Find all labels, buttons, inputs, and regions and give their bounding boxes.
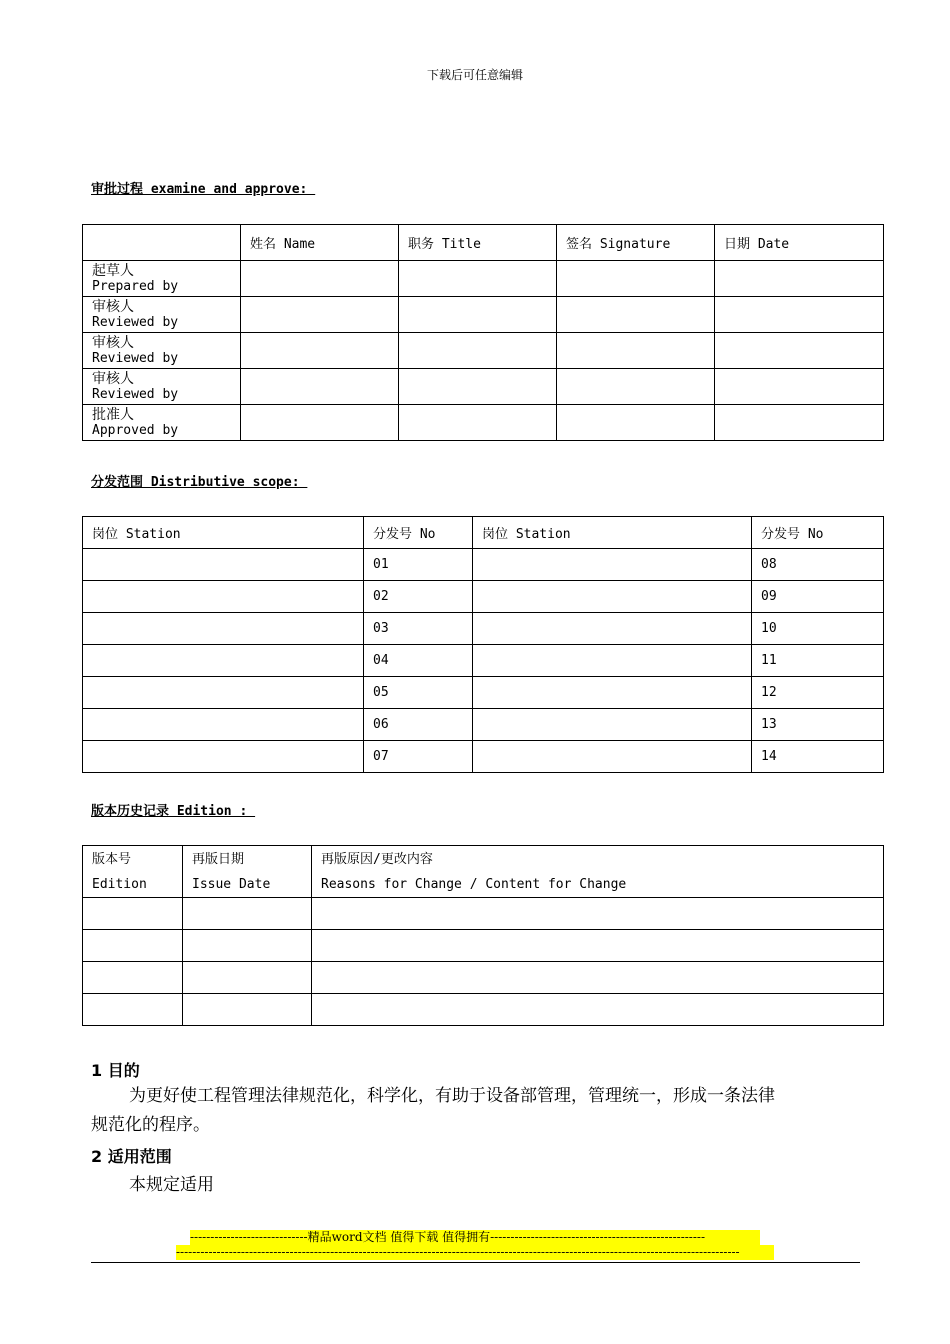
footer-banner-line1: -----------------------------精品word文档 值得下载 值得拥有----------------------------------------------------- (190, 1230, 760, 1245)
approval-row (83, 333, 884, 369)
footer-divider (91, 1262, 860, 1263)
date-cell (715, 261, 884, 297)
title-cell (399, 405, 557, 441)
station-cell (83, 741, 364, 773)
signature-cell (557, 297, 715, 333)
approval-role-cell (83, 333, 241, 369)
number-cell: 13 (752, 709, 884, 741)
station-cell (83, 709, 364, 741)
number-header: 分发号 No (752, 517, 884, 549)
edition-number-header (83, 846, 183, 898)
approval-header-title: 职务 Title (399, 225, 557, 261)
approval-header-date: 日期 Date (715, 225, 884, 261)
role-zh: 批准人 (92, 407, 134, 423)
distribution-row (83, 709, 884, 741)
header-zh: 再版原因/更改内容 (321, 851, 433, 867)
number-cell: 12 (752, 677, 884, 709)
approval-header-row (83, 225, 884, 261)
edition-row (83, 994, 884, 1026)
header-en: Reasons for Change / Content for Change (321, 876, 627, 892)
approval-row (83, 261, 884, 297)
station-cell (473, 741, 752, 773)
station-cell (473, 613, 752, 645)
number-header: 分发号 No (364, 517, 473, 549)
purpose-text-line2: 规范化的程序。 (91, 1115, 210, 1135)
edition-cell (83, 898, 183, 930)
header-zh: 版本号 (92, 851, 132, 867)
change-cell (312, 994, 884, 1026)
number-cell: 11 (752, 645, 884, 677)
approval-header-blank (83, 225, 241, 261)
approval-header-name: 姓名 Name (241, 225, 399, 261)
footer-banner-line2: ------------------------------------------------------------------------------------------------------------------------------------------- (176, 1245, 774, 1260)
role-zh: 审核人 (92, 299, 134, 315)
name-cell (241, 261, 399, 297)
approval-role-cell (83, 405, 241, 441)
signature-cell (557, 369, 715, 405)
title-cell (399, 369, 557, 405)
number-cell: 03 (364, 613, 473, 645)
header-note: 下载后可任意编辑 (426, 68, 523, 82)
approval-row (83, 369, 884, 405)
number-cell: 04 (364, 645, 473, 677)
number-cell: 10 (752, 613, 884, 645)
approval-role-cell (83, 369, 241, 405)
station-cell (83, 613, 364, 645)
distribution-row (83, 645, 884, 677)
number-cell: 07 (364, 741, 473, 773)
role-en: Approved by (92, 423, 179, 438)
name-cell (241, 405, 399, 441)
change-cell (312, 962, 884, 994)
purpose-text-line1: 为更好使工程管理法律规范化，科学化，有助于设备部管理，管理统一，形成一条法律 (129, 1086, 775, 1106)
issue-date-header (183, 846, 312, 898)
edition-cell (83, 930, 183, 962)
role-en: Reviewed by (92, 351, 179, 366)
number-cell: 08 (752, 549, 884, 581)
number-cell: 09 (752, 581, 884, 613)
station-header: 岗位 Station (473, 517, 752, 549)
distribution-row (83, 549, 884, 581)
edition-row (83, 898, 884, 930)
approval-row (83, 405, 884, 441)
role-zh: 审核人 (92, 335, 134, 351)
title-cell (399, 333, 557, 369)
title-cell (399, 261, 557, 297)
signature-cell (557, 261, 715, 297)
signature-cell (557, 333, 715, 369)
role-en: Prepared by (92, 279, 179, 294)
date-cell (715, 333, 884, 369)
title-cell (399, 297, 557, 333)
station-cell (473, 645, 752, 677)
station-cell (83, 645, 364, 677)
header-en: Issue Date (192, 876, 271, 892)
distribution-header-row (83, 517, 884, 549)
station-cell (83, 677, 364, 709)
edition-cell (83, 962, 183, 994)
station-cell (473, 677, 752, 709)
edition-section-title: 版本历史记录 Edition : (91, 804, 256, 819)
distribution-row (83, 613, 884, 645)
number-cell: 05 (364, 677, 473, 709)
name-cell (241, 333, 399, 369)
change-reason-header (312, 846, 884, 898)
edition-cell (83, 994, 183, 1026)
station-cell (83, 581, 364, 613)
issue-date-cell (183, 994, 312, 1026)
edition-row (83, 930, 884, 962)
station-cell (473, 549, 752, 581)
role-en: Reviewed by (92, 315, 179, 330)
header-zh: 再版日期 (192, 851, 245, 867)
approval-row (83, 297, 884, 333)
signature-cell (557, 405, 715, 441)
distribution-row (83, 581, 884, 613)
date-cell (715, 369, 884, 405)
edition-row (83, 962, 884, 994)
station-cell (473, 581, 752, 613)
distribution-table (82, 516, 884, 773)
station-header: 岗位 Station (83, 517, 364, 549)
approval-table (82, 224, 884, 441)
header-en: Edition (92, 876, 147, 892)
number-cell: 14 (752, 741, 884, 773)
distribution-row (83, 741, 884, 773)
issue-date-cell (183, 898, 312, 930)
scope-text: 本规定适用 (129, 1175, 214, 1195)
issue-date-cell (183, 930, 312, 962)
role-zh: 起草人 (92, 263, 134, 279)
approval-header-signature: 签名 Signature (557, 225, 715, 261)
approve-section-title: 审批过程 examine and approve: (91, 182, 316, 197)
issue-date-cell (183, 962, 312, 994)
station-cell (473, 709, 752, 741)
change-cell (312, 898, 884, 930)
station-cell (83, 549, 364, 581)
role-en: Reviewed by (92, 387, 179, 402)
edition-header-row (83, 846, 884, 898)
edition-table (82, 845, 884, 1026)
number-cell: 01 (364, 549, 473, 581)
date-cell (715, 297, 884, 333)
number-cell: 02 (364, 581, 473, 613)
section-heading-scope: 2 适用范围 (91, 1147, 172, 1166)
change-cell (312, 930, 884, 962)
name-cell (241, 369, 399, 405)
number-cell: 06 (364, 709, 473, 741)
approval-role-cell (83, 297, 241, 333)
approval-role-cell (83, 261, 241, 297)
section-heading-purpose: 1 目的 (91, 1061, 140, 1080)
date-cell (715, 405, 884, 441)
distribution-section-title: 分发范围 Distributive scope: (91, 475, 308, 490)
name-cell (241, 297, 399, 333)
distribution-row (83, 677, 884, 709)
role-zh: 审核人 (92, 371, 134, 387)
